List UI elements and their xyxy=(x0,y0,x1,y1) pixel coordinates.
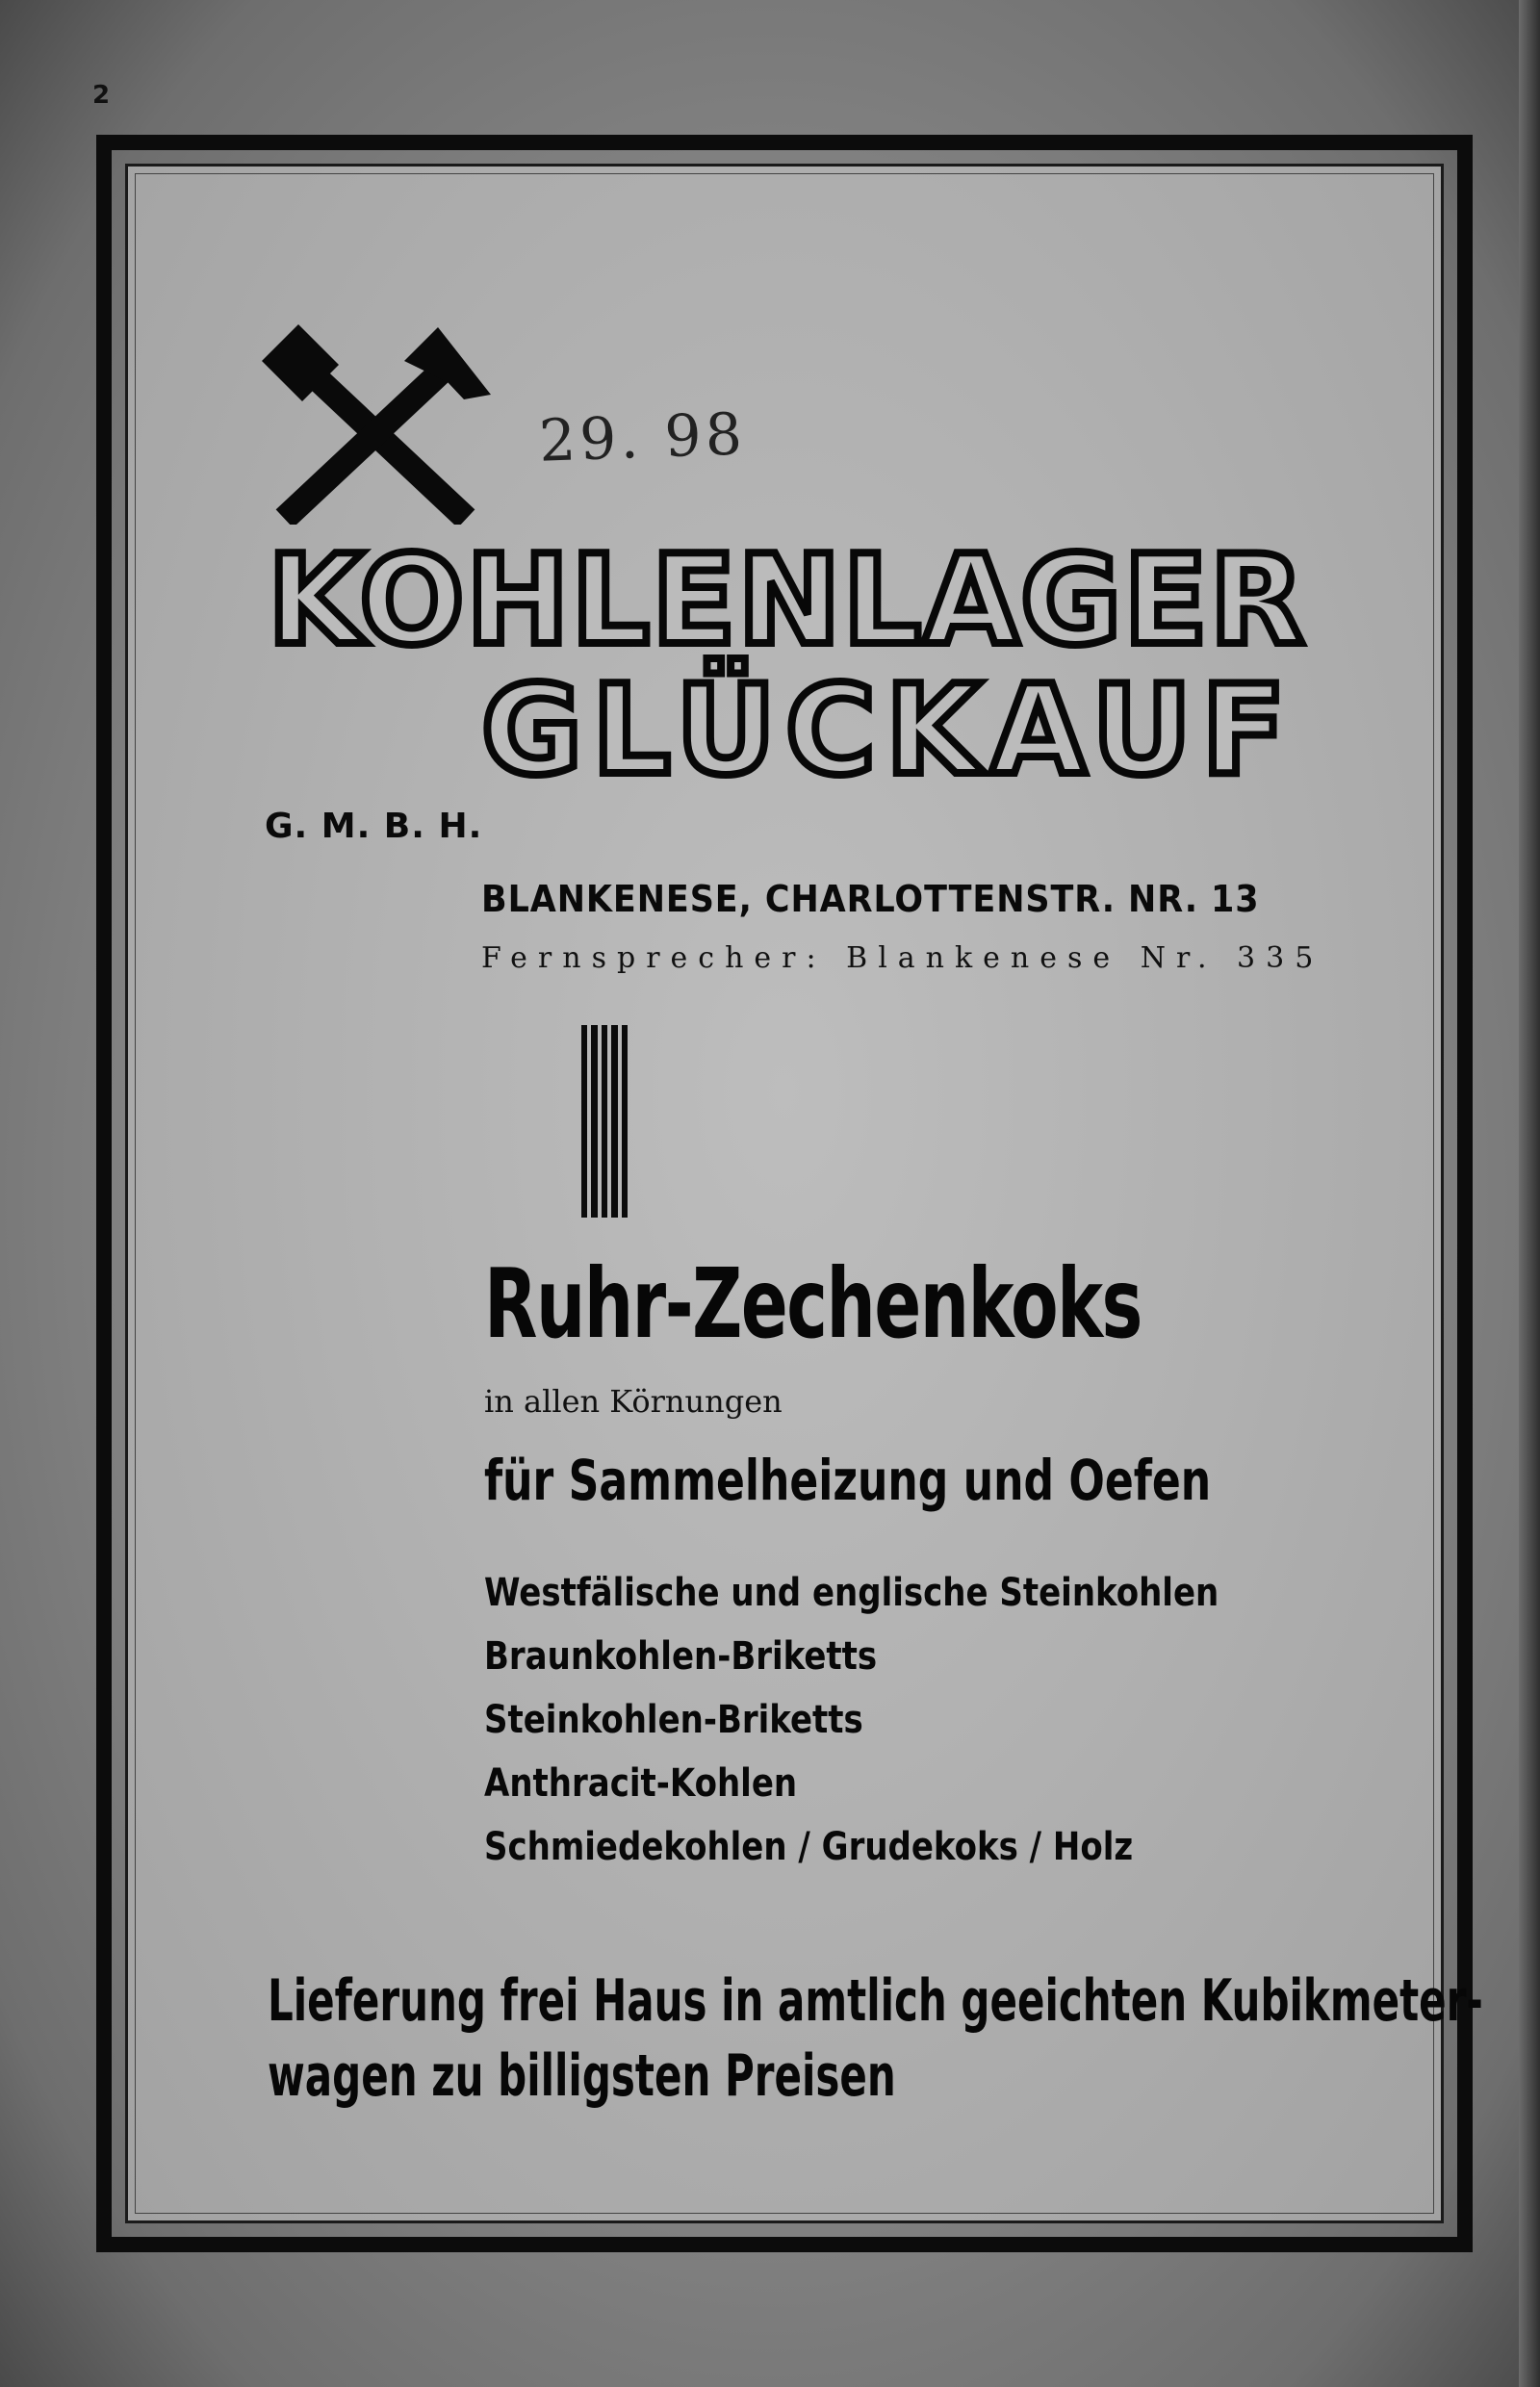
bar xyxy=(581,1025,587,1218)
handwritten-date: 29. 98 xyxy=(537,400,747,475)
delivery-notice xyxy=(268,1964,1483,2114)
list-item: Braunkohlen-Briketts xyxy=(484,1634,878,1679)
coal-types-list xyxy=(484,1561,1447,1879)
company-name-line1: KOHLENLAGER xyxy=(268,529,1307,673)
product-headline: Ruhr-Zechenkoks xyxy=(484,1247,1142,1360)
bar xyxy=(622,1025,628,1218)
legal-form: G. M. B. H. xyxy=(265,807,483,846)
list-item: Anthracit-Kohlen xyxy=(484,1761,798,1806)
bar xyxy=(602,1025,607,1218)
delivery-line: Lieferung frei Haus in amtlich geeichten Kubikmeter- xyxy=(268,1967,1483,2035)
list-item: Schmiedekohlen / Grudekoks / Holz xyxy=(484,1825,1134,1869)
product-usage: für Sammelheizung und Oefen xyxy=(484,1448,1212,1513)
crossed-hammers-icon xyxy=(260,322,491,525)
delivery-line: wagen zu billigsten Preisen xyxy=(268,2042,896,2110)
bar xyxy=(591,1025,597,1218)
company-phone: Fernsprecher: Blankenese Nr. 335 xyxy=(481,941,1324,975)
company-address: BLANKENESE, CHARLOTTENSTR. NR. 13 xyxy=(481,878,1260,920)
company-name-line2: GLÜCKAUF xyxy=(481,659,1296,803)
page-edge-shadow xyxy=(1519,0,1540,2387)
decorative-bars xyxy=(581,1025,628,1218)
list-item: Steinkohlen-Briketts xyxy=(484,1698,863,1742)
bar xyxy=(611,1025,617,1218)
list-item: Westfälische und englische Steinkohlen xyxy=(484,1571,1219,1615)
product-grain-text: in allen Körnungen xyxy=(484,1383,783,1420)
page-number: 2 xyxy=(92,81,111,110)
